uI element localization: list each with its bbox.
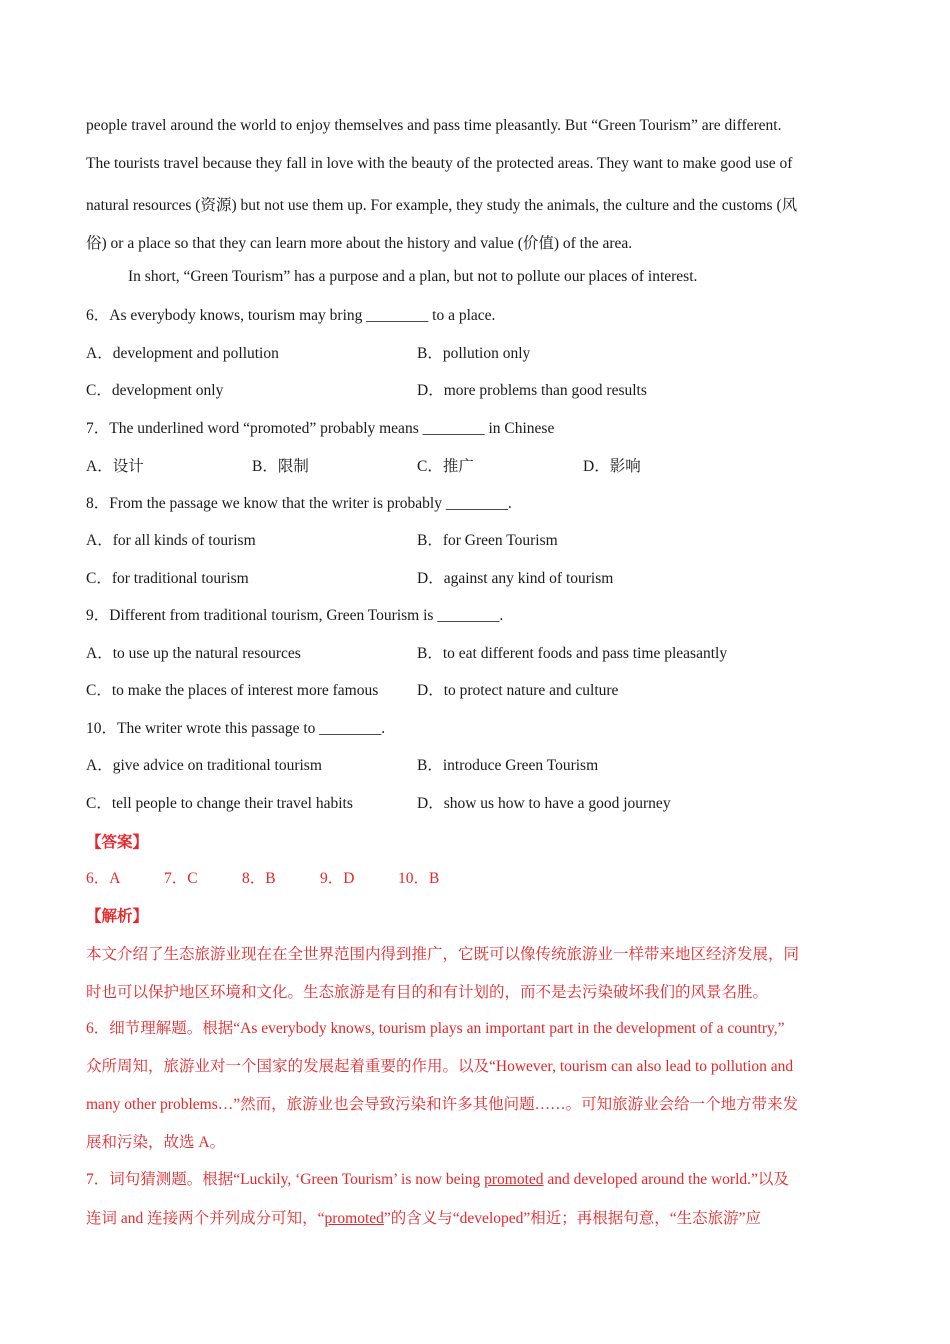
answer-item: 9．D <box>320 870 355 887</box>
option: C．for traditional tourism <box>86 570 249 587</box>
passage-line: 俗) or a place so that they can learn more about the history and value (价值) of the area. <box>86 235 633 252</box>
option: C．development only <box>86 382 224 399</box>
answer-item: 6．A <box>86 870 121 887</box>
question-stem: 10．The writer wrote this passage to ________. <box>86 720 386 737</box>
analysis-q7-line <box>86 1167 789 1189</box>
question-stem: 9．Different from traditional tourism, Green Tourism is ________. <box>86 607 504 624</box>
analysis-line: 本文介绍了生态旅游业现在在全世界范围内得到推广，它既可以像传统旅游业一样带来地区经济发展，同 <box>86 946 800 963</box>
analysis-line: many other problems…”然而，旅游业也会导致污染和许多其他问题……。可知旅游业会给一个地方带来发 <box>86 1096 799 1113</box>
question-stem: 7．The underlined word “promoted” probably means ________ in Chinese <box>86 420 555 437</box>
analysis-line: 时也可以保护地区环境和文化。生态旅游是有目的和有计划的，而不是去污染破坏我们的风景名胜。 <box>86 984 769 1001</box>
option: A．to use up the natural resources <box>86 645 301 662</box>
option: B．pollution only <box>417 345 531 362</box>
answer-item: 10．B <box>398 870 440 887</box>
option: A．设计 <box>86 458 144 475</box>
option: D．more problems than good results <box>417 382 647 399</box>
answer-item: 7．C <box>164 870 198 887</box>
answer-item: 8．B <box>242 870 276 887</box>
option: D．影响 <box>583 458 641 475</box>
question-stem: 8．From the passage we know that the writer is probably ________. <box>86 495 512 512</box>
passage-line: The tourists travel because they fall in love with the beauty of the protected areas. They want to make good use of <box>86 155 793 172</box>
answer-heading: 【答案】 <box>86 834 149 851</box>
analysis-heading: 【解析】 <box>86 908 149 925</box>
passage-last-paragraph: In short, “Green Tourism” has a purpose and a plan, but not to pollute our places of interest. <box>128 268 698 285</box>
analysis-q7-line <box>86 1206 761 1228</box>
option: D．to protect nature and culture <box>417 682 619 699</box>
option: B．for Green Tourism <box>417 532 558 549</box>
option: C．to make the places of interest more famous <box>86 682 379 699</box>
analysis-text: 连词 and 连接两个并列成分可知，“ <box>86 1210 325 1227</box>
analysis-text: and developed around the world.”以及 <box>543 1171 789 1188</box>
option: D．against any kind of tourism <box>417 570 614 587</box>
option: C．推广 <box>417 458 474 475</box>
option: D．show us how to have a good journey <box>417 795 671 812</box>
option: B．限制 <box>252 458 309 475</box>
option: A．for all kinds of tourism <box>86 532 256 549</box>
analysis-line: 6．细节理解题。根据“As everybody knows, tourism plays an important part in the development of a country,” <box>86 1020 785 1037</box>
option: A．give advice on traditional tourism <box>86 757 322 774</box>
option: B．introduce Green Tourism <box>417 757 599 774</box>
underlined-word: promoted <box>324 1210 384 1227</box>
analysis-line: 众所周知，旅游业对一个国家的发展起着重要的作用。以及“However, tourism can also lead to pollution and <box>86 1058 794 1075</box>
analysis-text: ”的含义与“developed”相近；再根据句意，“生态旅游”应 <box>383 1210 762 1227</box>
passage-line: natural resources (资源) but not use them up. For example, they study the animals, the culture and the customs (风 <box>86 197 798 214</box>
analysis-line: 展和污染，故选 A。 <box>86 1134 226 1151</box>
underlined-word: promoted <box>484 1171 544 1188</box>
option: A．development and pollution <box>86 345 279 362</box>
option: B．to eat different foods and pass time pleasantly <box>417 645 728 662</box>
option: C．tell people to change their travel habits <box>86 795 353 812</box>
passage-line: people travel around the world to enjoy themselves and pass time pleasantly. But “Green Tourism” are different. <box>86 117 782 134</box>
question-stem: 6．As everybody knows, tourism may bring ________ to a place. <box>86 307 496 324</box>
analysis-text: 7．词句猜测题。根据“Luckily, ‘Green Tourism’ is now being <box>86 1171 485 1188</box>
